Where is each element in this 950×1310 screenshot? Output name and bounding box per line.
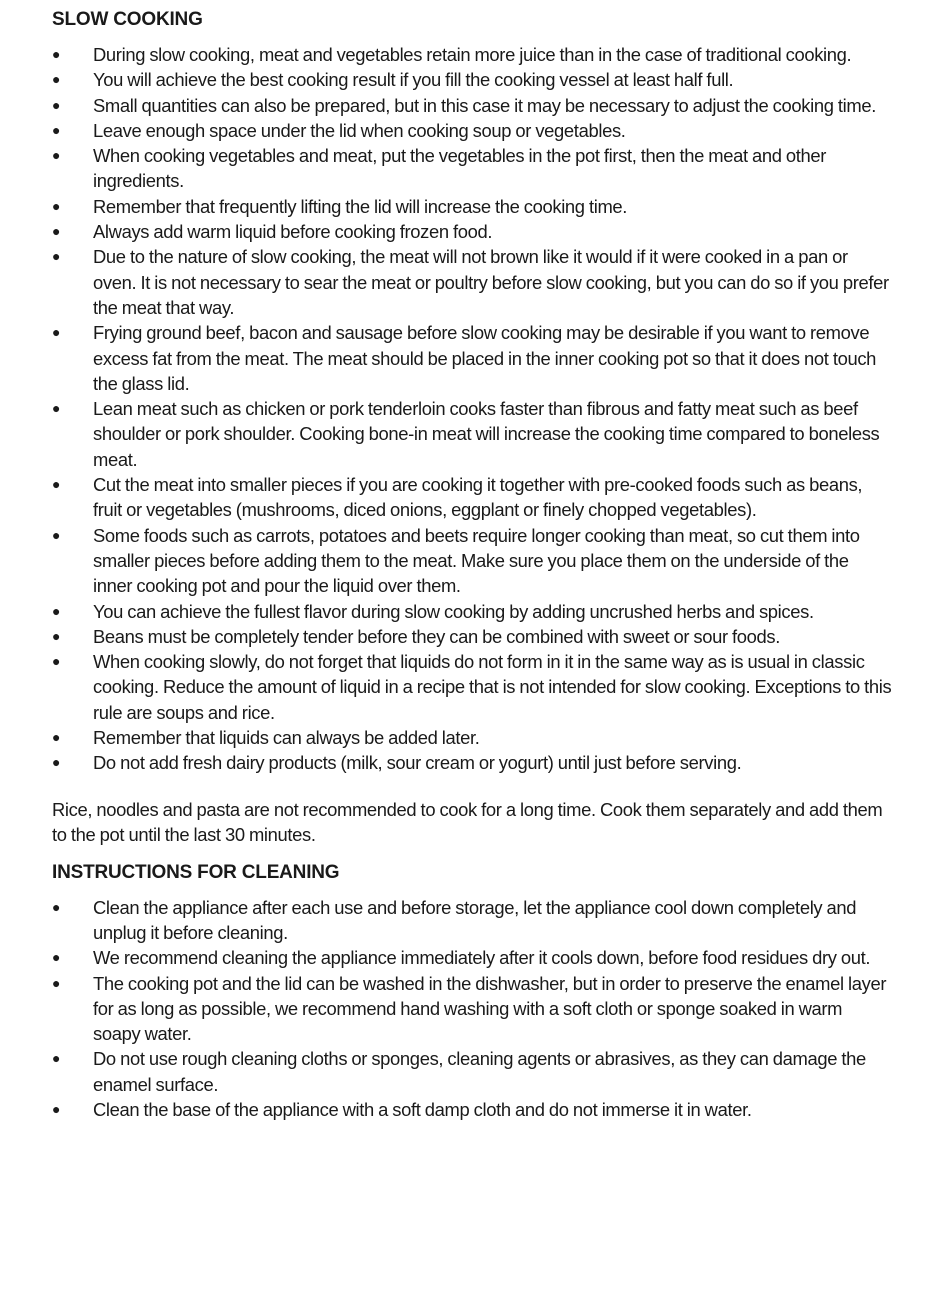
bullet-icon: ●	[52, 729, 61, 746]
list-item-text: Due to the nature of slow cooking, the meat will not brown like it would if it were cooked in a pan or oven. It is not necessary to sear the meat or poultry before slow cooking, but you can do so if you prefer the meat that way.	[93, 246, 889, 318]
list-item-text: Remember that frequently lifting the lid will increase the cooking time.	[93, 195, 628, 217]
bullet-icon: ●	[52, 121, 61, 138]
list-item	[52, 1097, 892, 1122]
list-item	[52, 599, 892, 624]
bullet-icon: ●	[52, 400, 61, 417]
bullet-icon: ●	[52, 324, 61, 341]
list-item-text: When cooking vegetables and meat, put the vegetables in the pot first, then the meat and other ingredients.	[93, 145, 827, 192]
list-item-text: Leave enough space under the lid when cooking soup or vegetables.	[93, 119, 626, 141]
list-item-text: You can achieve the fullest flavor during slow cooking by adding uncrushed herbs and spices.	[93, 600, 814, 622]
slow-cooking-list	[52, 42, 892, 776]
list-item	[52, 895, 892, 946]
bullet-icon: ●	[52, 223, 61, 240]
cleaning-heading: INSTRUCTIONS FOR CLEANING	[52, 861, 340, 883]
list-item-text: When cooking slowly, do not forget that liquids do not form in it in the same way as is usual in classic cooking. Reduce the amount of liquid in a recipe that is not intended for slow cooking. Exceptions to this rule are soups and rice.	[93, 651, 892, 723]
bullet-icon: ●	[52, 627, 61, 644]
list-item	[52, 42, 892, 67]
cleaning-list	[52, 895, 892, 1123]
list-item	[52, 1046, 892, 1097]
bullet-icon: ●	[52, 602, 61, 619]
bullet-icon: ●	[52, 46, 61, 62]
list-item	[52, 219, 892, 244]
list-item-text: Some foods such as carrots, potatoes and beets require longer cooking than meat, so cut them into smaller pieces before adding them to the meat. Make sure you place them on the underside of the inner cooking pot and pour the liquid over them.	[93, 524, 860, 597]
list-item	[52, 750, 892, 775]
list-item	[52, 320, 892, 396]
bullet-icon: ●	[52, 974, 61, 991]
bullet-icon: ●	[52, 949, 61, 966]
list-item	[52, 143, 892, 194]
list-item-text: During slow cooking, meat and vegetables retain more juice than in the case of traditional cooking.	[93, 44, 852, 65]
bullet-icon: ●	[52, 1100, 61, 1117]
list-item	[52, 396, 892, 472]
list-item-text: You will achieve the best cooking result if you fill the cooking vessel at least half full.	[93, 69, 734, 91]
list-item-text: The cooking pot and the lid can be washed in the dishwasher, but in order to preserve the enamel layer for as long as possible, we recommend hand washing with a soft cloth or sponge soaked in warm soapy water.	[93, 972, 887, 1045]
list-item-text: Frying ground beef, bacon and sausage before slow cooking may be desirable if you want to remove excess fat from the meat. The meat should be placed in the inner cooking pot so that it does not touch the glass lid.	[93, 322, 877, 394]
list-item-text: Clean the appliance after each use and before storage, let the appliance cool down completely and unplug it before cleaning.	[93, 896, 857, 943]
list-item	[52, 624, 892, 649]
list-item	[52, 67, 892, 92]
bullet-icon: ●	[52, 526, 61, 543]
list-item-text: Do not add fresh dairy products (milk, sour cream or yogurt) until just before serving.	[93, 752, 742, 774]
rice-note-paragraph: Rice, noodles and pasta are not recommended to cook for a long time. Cook them separately and add them to the pot until the last 30 minutes.	[52, 798, 883, 845]
bullet-icon: ●	[52, 147, 61, 164]
bullet-icon: ●	[52, 248, 61, 265]
list-item-text: Lean meat such as chicken or pork tenderloin cooks faster than fibrous and fatty meat such as beef shoulder or pork shoulder. Cooking bone-in meat will increase the cooking time compared to boneless meat.	[93, 398, 880, 470]
list-item-text: Beans must be completely tender before they can be combined with sweet or sour foods.	[93, 625, 781, 647]
list-item	[52, 118, 892, 143]
list-item-text: Cut the meat into smaller pieces if you are cooking it together with pre-cooked foods such as beans, fruit or vegetables (mushrooms, diced onions, eggplant or finely chopped vegetables).	[93, 474, 863, 521]
bullet-icon: ●	[52, 96, 61, 113]
list-item-text: We recommend cleaning the appliance immediately after it cools down, before food residues dry out.	[93, 947, 871, 969]
list-item-text: Remember that liquids can always be added later.	[93, 727, 480, 749]
bullet-icon: ●	[52, 71, 61, 88]
bullet-icon: ●	[52, 1050, 61, 1067]
list-item-text: Clean the base of the appliance with a soft damp cloth and do not immerse it in water.	[93, 1098, 752, 1120]
list-item	[52, 945, 892, 970]
list-item	[52, 971, 892, 1047]
slow-cooking-heading: SLOW COOKING	[52, 9, 203, 30]
list-item	[52, 523, 892, 599]
list-item-text: Always add warm liquid before cooking frozen food.	[93, 221, 493, 243]
list-item	[52, 194, 892, 219]
list-item	[52, 244, 892, 320]
list-item-text: Do not use rough cleaning cloths or sponges, cleaning agents or abrasives, as they can damage the enamel surface.	[93, 1048, 866, 1095]
list-item	[52, 725, 892, 750]
bullet-icon: ●	[52, 476, 61, 493]
bullet-icon: ●	[52, 197, 61, 214]
bullet-icon: ●	[52, 898, 61, 915]
bullet-icon: ●	[52, 653, 61, 670]
bullet-icon: ●	[52, 754, 61, 771]
list-item	[52, 472, 892, 523]
document-page	[52, 6, 892, 1122]
list-item	[52, 93, 892, 118]
list-item-text: Small quantities can also be prepared, but in this case it may be necessary to adjust the cooking time.	[93, 94, 876, 116]
list-item	[52, 649, 892, 725]
